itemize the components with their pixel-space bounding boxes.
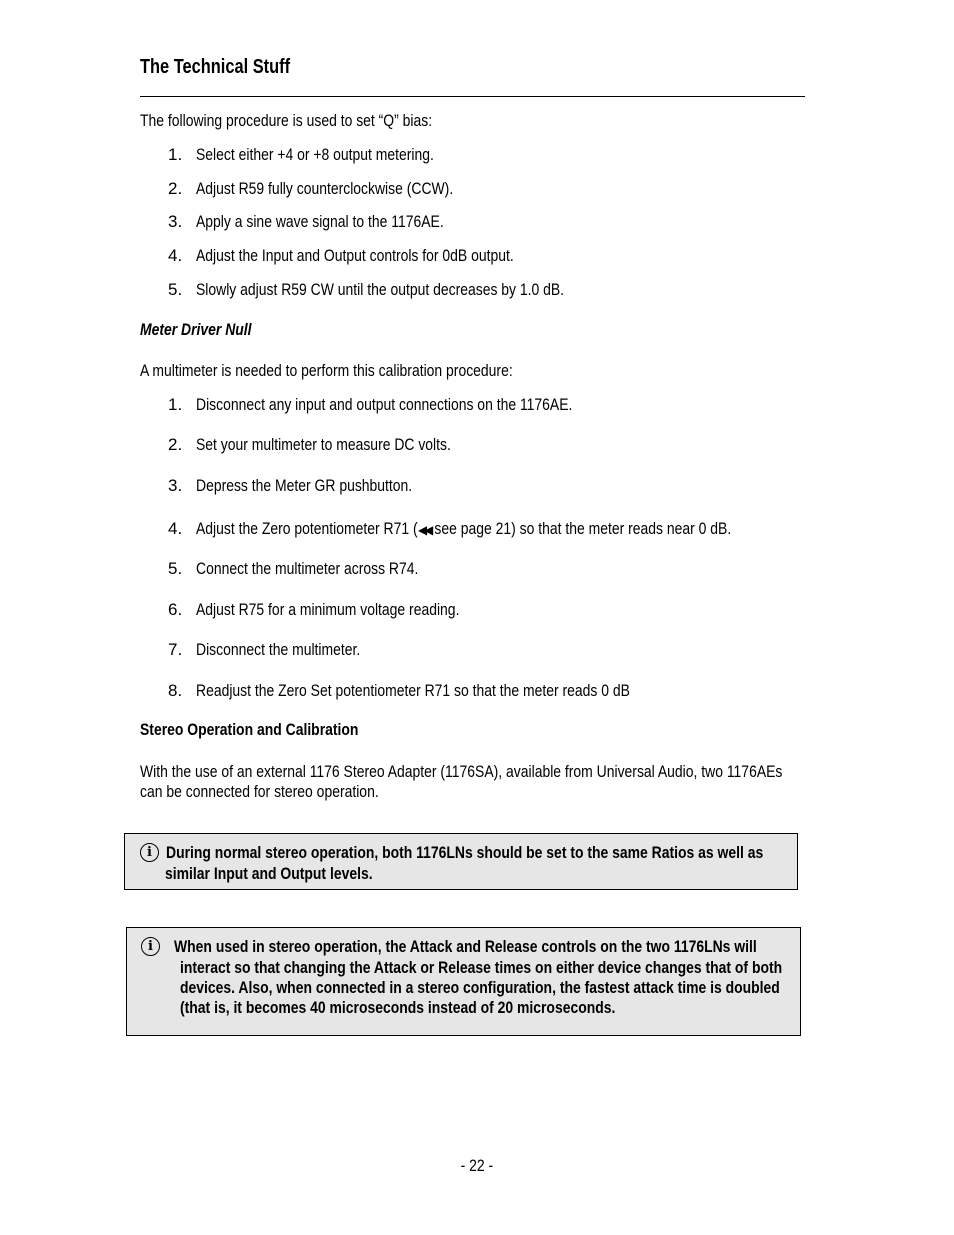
list-item: 4. Adjust the Input and Output controls for 0dB output. [168, 246, 514, 265]
list-item: 2. Adjust R59 fully counterclockwise (CCW). [168, 179, 454, 198]
note-line: similar Input and Output levels. [165, 864, 373, 883]
note-line: During normal stereo operation, both 1176LNs should be set to the same Ratios as well as [166, 843, 764, 862]
section-heading-meter-driver-null: Meter Driver Null [140, 320, 252, 339]
note-line: When used in stereo operation, the Attack and Release controls on the two 1176LNs will [174, 937, 757, 956]
info-icon: i [141, 937, 160, 956]
page-number: - 22 - [460, 1156, 494, 1175]
list-item: 7. Disconnect the multimeter. [168, 640, 361, 659]
note-line: devices. Also, when connected in a stereo configuration, the fastest attack time is doubled [180, 978, 780, 997]
list-item: 6. Adjust R75 for a minimum voltage reading. [168, 600, 460, 619]
note-line: (that is, it becomes 40 microseconds instead of 20 microseconds. [180, 998, 616, 1017]
list-item: 1. Select either +4 or +8 output metering. [168, 145, 434, 164]
rewind-icon: ◀◀ [418, 523, 431, 537]
meter-null-intro: A multimeter is needed to perform this calibration procedure: [140, 361, 513, 380]
q-bias-intro: The following procedure is used to set “Q” bias: [140, 111, 433, 130]
header-rule [140, 96, 805, 97]
stereo-paragraph-line: can be connected for stereo operation. [140, 782, 379, 801]
list-item: 5. Connect the multimeter across R74. [168, 559, 419, 578]
list-item: 5. Slowly adjust R59 CW until the output decreases by 1.0 dB. [168, 280, 565, 299]
list-item: 2. Set your multimeter to measure DC volts. [168, 435, 451, 454]
info-icon: i [140, 843, 159, 862]
stereo-paragraph-line: With the use of an external 1176 Stereo Adapter (1176SA), available from Universal Audio, two 1176AEs [140, 762, 783, 781]
note-box [124, 833, 798, 890]
note-line: interact so that changing the Attack or Release times on either device changes that of both [180, 958, 783, 977]
list-item: 1. Disconnect any input and output connections on the 1176AE. [168, 395, 573, 414]
list-item: 3. Apply a sine wave signal to the 1176AE. [168, 212, 444, 231]
list-item: 4. Adjust the Zero potentiometer R71 (◀◀ see page 21) so that the meter reads near 0 dB. [168, 519, 732, 538]
page-title: The Technical Stuff [140, 56, 291, 78]
note-box [126, 927, 801, 1036]
section-heading-stereo: Stereo Operation and Calibration [140, 720, 359, 739]
list-item: 8. Readjust the Zero Set potentiometer R71 so that the meter reads 0 dB [168, 681, 630, 700]
list-item: 3. Depress the Meter GR pushbutton. [168, 476, 413, 495]
